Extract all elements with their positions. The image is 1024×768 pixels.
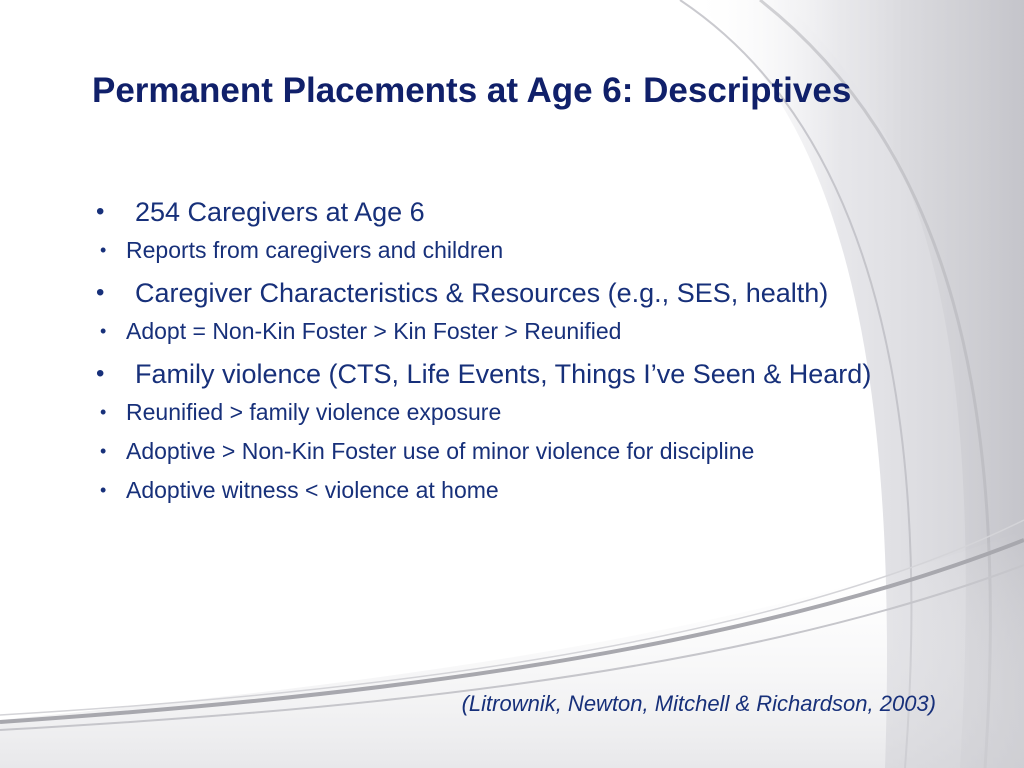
bullet-text: 254 Caregivers at Age 6: [135, 197, 425, 227]
bullet-text: Caregiver Characteristics & Resources (e.g., SES, health): [135, 278, 829, 308]
sub-bullet-text: Adopt = Non-Kin Foster > Kin Foster > Reunified: [126, 318, 622, 344]
sub-bullet-item: [92, 435, 922, 468]
sub-bullet-text: Adoptive > Non-Kin Foster use of minor violence for discipline: [126, 438, 755, 464]
bullet-item: [92, 273, 922, 313]
sub-bullet-item: [92, 396, 922, 429]
sub-bullet-item: [92, 474, 922, 507]
bullet-dot: •: [96, 360, 105, 387]
sub-bullet-dot: •: [100, 240, 107, 260]
bullet-item: [92, 354, 922, 394]
bullet-dot: •: [96, 198, 105, 225]
citation: (Litrownik, Newton, Mitchell & Richardson, 2003): [461, 691, 936, 716]
sub-bullet-dot: •: [100, 480, 107, 500]
bottom-sweep-fill: [0, 530, 1024, 768]
sub-bullet-dot: •: [100, 441, 107, 461]
sub-bullet-item: [92, 234, 922, 267]
sub-bullet-dot: •: [100, 321, 107, 341]
bullet-dot: •: [96, 279, 105, 306]
sub-bullet-text: Reunified > family violence exposure: [126, 399, 502, 425]
sub-bullet-text: Reports from caregivers and children: [126, 237, 504, 263]
bullet-text: Family violence (CTS, Life Events, Things I’ve Seen & Heard): [135, 359, 872, 389]
slide-title: Permanent Placements at Age 6: Descriptives: [92, 71, 852, 110]
sub-bullet-text: Adoptive witness < violence at home: [126, 477, 499, 503]
sub-bullet-dot: •: [100, 402, 107, 422]
bullet-list: [92, 192, 922, 513]
bullet-item: [92, 192, 922, 232]
sub-bullet-item: [92, 315, 922, 348]
